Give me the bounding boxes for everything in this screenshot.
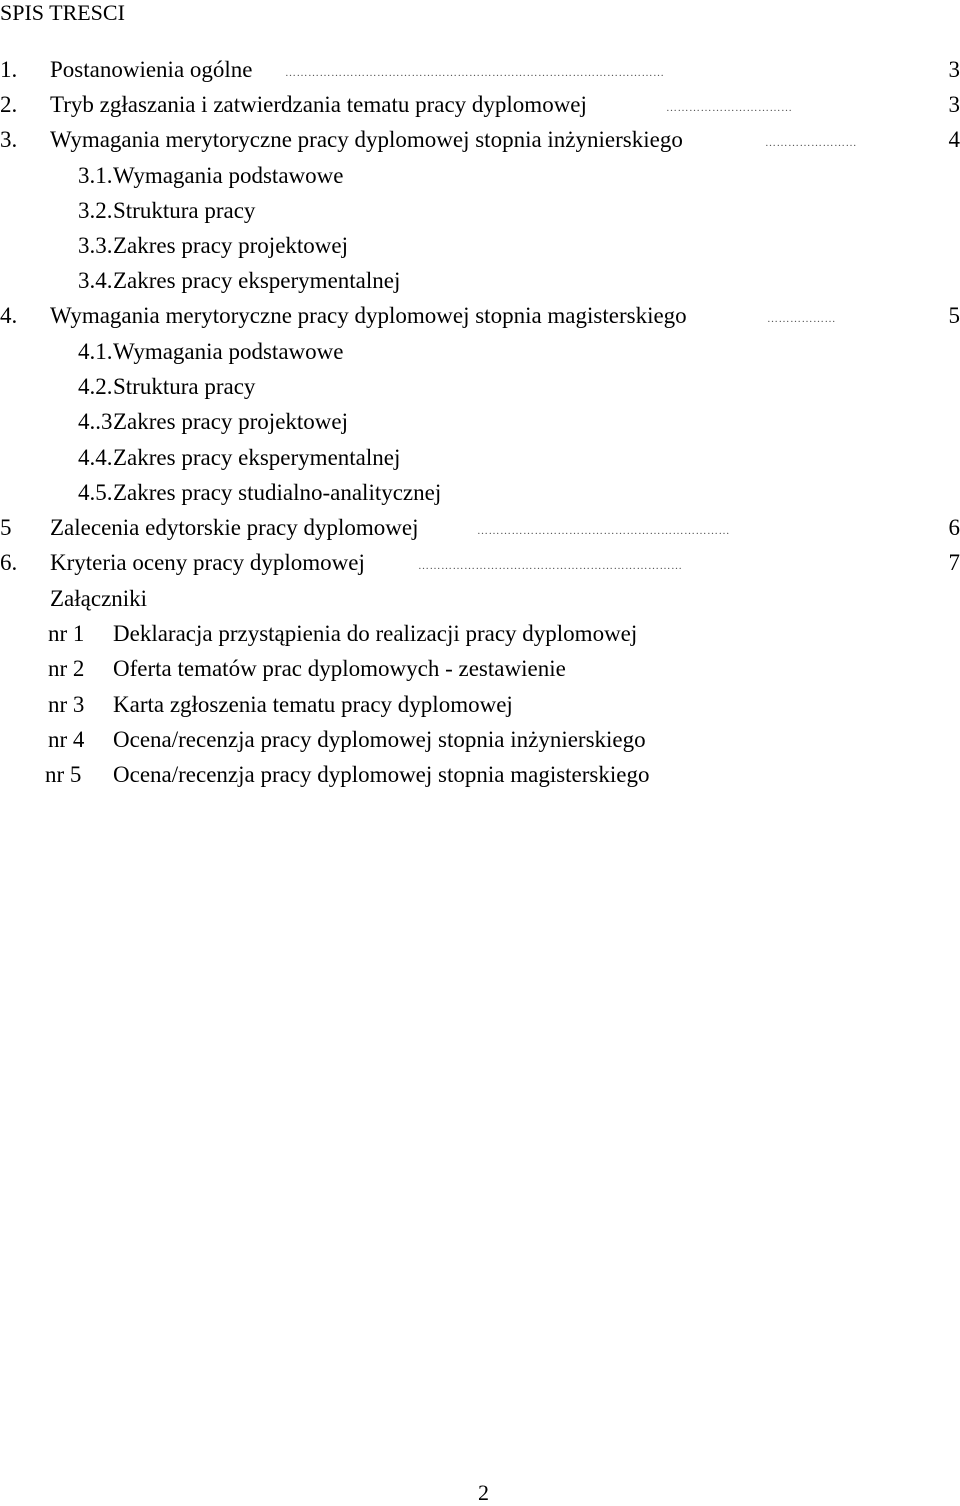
toc-entry — [0, 409, 960, 441]
toc-entry-number: 4..3 — [78, 409, 113, 434]
toc-entry-title: Kryteria oceny pracy dyplomowej — [50, 550, 365, 575]
toc-entry-title: Tryb zgłaszania i zatwierdzania tematu pracy dyplomowej — [50, 92, 587, 117]
attachment-number: nr 1 — [48, 621, 85, 646]
toc-entry-number: 3.2. — [78, 198, 113, 223]
toc-leader-dots: …………………… — [765, 137, 857, 149]
toc-entry-number: 4.2. — [78, 374, 113, 399]
toc-entry — [0, 163, 960, 195]
toc-entry-number: 2. — [0, 92, 18, 117]
attachments-heading: Załączniki — [50, 586, 148, 611]
attachments-heading-row — [0, 586, 960, 618]
toc-entry-title: Wymagania merytoryczne pracy dyplomowej stopnia inżynierskiego — [50, 127, 683, 152]
toc-entry — [0, 303, 960, 335]
attachment-title: Ocena/recenzja pracy dyplomowej stopnia inżynierskiego — [113, 727, 646, 752]
toc-entry-title: Zalecenia edytorskie pracy dyplomowej — [50, 515, 419, 540]
attachment-title: Ocena/recenzja pracy dyplomowej stopnia magisterskiego — [113, 762, 650, 787]
attachment-item — [0, 762, 960, 794]
toc-entry-page: 5 — [948, 303, 960, 328]
toc-entry-title: Zakres pracy projektowej — [113, 233, 349, 258]
attachment-title: Karta zgłoszenia tematu pracy dyplomowej — [113, 692, 513, 717]
toc-entry-title: Wymagania merytoryczne pracy dyplomowej stopnia magisterskiego — [50, 303, 687, 328]
toc-entry — [0, 268, 960, 300]
toc-entry — [0, 515, 960, 547]
toc-entry-title: Wymagania podstawowe — [113, 163, 344, 188]
toc-entry-page: 3 — [948, 57, 960, 82]
toc-entry-number: 3.1. — [78, 163, 113, 188]
toc-entry — [0, 550, 960, 582]
toc-entry-title: Zakres pracy eksperymentalnej — [113, 445, 401, 470]
page-number: 2 — [478, 1480, 489, 1505]
toc-entry — [0, 92, 960, 124]
attachment-number: nr 5 — [45, 762, 82, 787]
toc-entry-page: 3 — [948, 92, 960, 117]
toc-entry — [0, 233, 960, 265]
toc-entry-number: 1. — [0, 57, 18, 82]
toc-entry-number: 4. — [0, 303, 18, 328]
toc-entry-number: 3.4. — [78, 268, 113, 293]
toc-leader-dots: ……………… — [767, 313, 836, 325]
toc-title: SPIS TRESCI — [0, 0, 125, 25]
toc-entry — [0, 480, 960, 512]
attachment-item — [0, 727, 960, 759]
attachment-item — [0, 621, 960, 653]
toc-entry-number: 3.3. — [78, 233, 113, 258]
toc-entry — [0, 339, 960, 371]
toc-entry — [0, 198, 960, 230]
attachment-item — [0, 692, 960, 724]
attachment-title: Deklaracja przystąpienia do realizacji pracy dyplomowej — [113, 621, 638, 646]
toc-entry-title: Zakres pracy studialno-analitycznej — [113, 480, 442, 505]
toc-entry-page: 7 — [948, 550, 960, 575]
toc-leader-dots: …………………………… — [666, 102, 793, 114]
attachment-title: Oferta tematów prac dyplomowych - zestawienie — [113, 656, 566, 681]
toc-entry-page: 4 — [948, 127, 960, 152]
toc-entry-title: Postanowienia ogólne — [50, 57, 253, 82]
toc-leader-dots: ……………………………………………………………………………………… — [285, 67, 665, 79]
toc-entry-title: Wymagania podstawowe — [113, 339, 344, 364]
toc-entry-number: 3. — [0, 127, 18, 152]
toc-entry-number: 4.1. — [78, 339, 113, 364]
toc-entry-number: 4.5. — [78, 480, 113, 505]
toc-entry-title: Struktura pracy — [113, 374, 256, 399]
attachment-number: nr 4 — [48, 727, 85, 752]
toc-entry-title: Zakres pracy projektowej — [113, 409, 349, 434]
toc-entry-number: 5 — [0, 515, 12, 540]
toc-leader-dots: ………………………………………………………… — [477, 525, 730, 537]
toc-entry-number: 4.4. — [78, 445, 113, 470]
toc-entry-title: Struktura pracy — [113, 198, 256, 223]
attachment-item — [0, 656, 960, 688]
toc-entry — [0, 57, 960, 89]
attachment-number: nr 2 — [48, 656, 85, 681]
toc-entry — [0, 445, 960, 477]
toc-entry — [0, 374, 960, 406]
toc-leader-dots: …………………………………………………………… — [418, 560, 683, 572]
toc-entry-page: 6 — [948, 515, 960, 540]
attachment-number: nr 3 — [48, 692, 85, 717]
toc-entry — [0, 127, 960, 159]
toc-entry-title: Zakres pracy eksperymentalnej — [113, 268, 401, 293]
toc-entry-number: 6. — [0, 550, 18, 575]
